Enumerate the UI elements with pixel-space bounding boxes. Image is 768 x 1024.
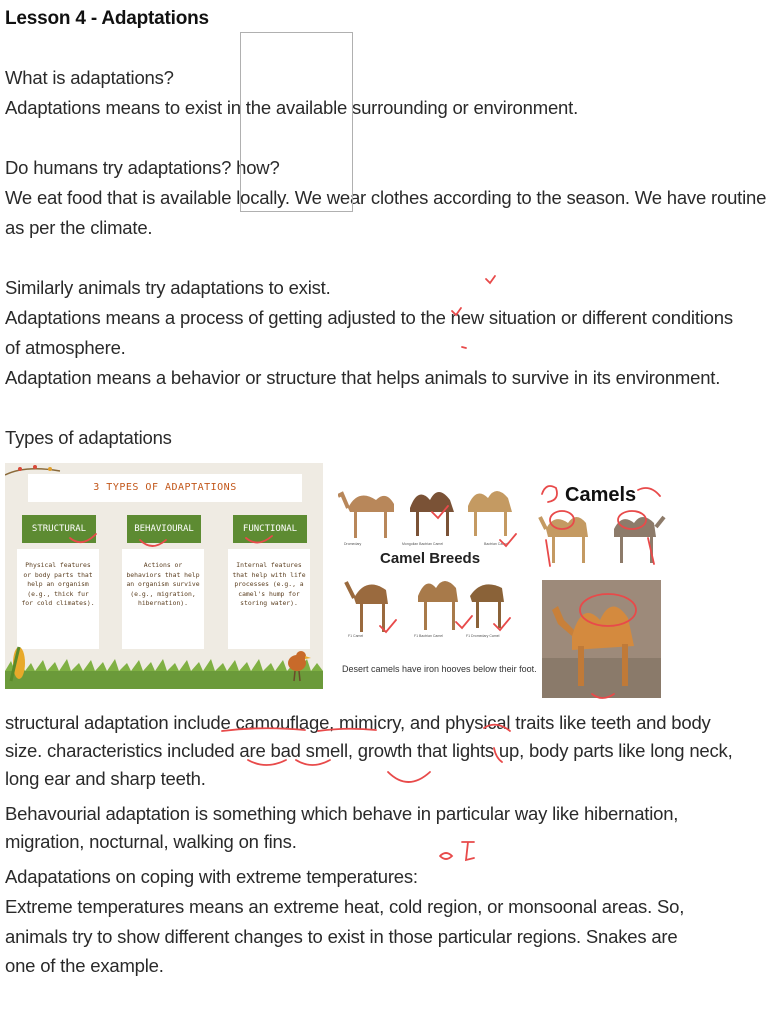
desert-camel-caption: Desert camels have iron hooves below their foot. <box>342 664 537 674</box>
category-behavioural: BEHAVIOURAL <box>127 515 201 543</box>
camel-breeds-panel <box>338 478 528 688</box>
card-functional: Internal features that help with life processes (e.g., a camel's hump for storing water). <box>228 549 310 649</box>
bird-icon <box>283 647 313 683</box>
card-structural: Physical features or body parts that help an organism (e.g., thick fur for cold climates). <box>17 549 99 649</box>
category-structural: STRUCTURAL <box>22 515 96 543</box>
card-behavioural: Actions or behaviors that help an organism survive (e.g., migration, hibernation). <box>122 549 204 649</box>
breed-caption: Dromedary <box>344 542 362 546</box>
camel-breeds-title: Camel Breeds <box>380 550 481 567</box>
infographic-heading: 3 TYPES OF ADAPTATIONS <box>28 474 302 502</box>
grass-illustration <box>5 657 323 689</box>
animals-line1: Similarly animals try adaptations to exist. <box>5 277 331 298</box>
breed-caption: Mongolian Bactrian Camel <box>402 542 444 546</box>
types-infographic <box>5 463 323 689</box>
behavioural-line1: Behavourial adaptation is something which behave in particular way like hibernation, <box>5 803 679 824</box>
structural-line3: long ear and sharp teeth. <box>5 768 206 789</box>
selection-box[interactable] <box>240 32 353 212</box>
camels-illustration <box>538 505 668 575</box>
question-what-is-adaptations: What is adaptations? <box>5 67 174 88</box>
extreme-temp-heading: Adapatations on coping with extreme temperatures: <box>5 866 418 887</box>
breed-caption: F1 Camel <box>348 634 364 638</box>
breed-caption: Bactrian Camel <box>484 542 508 546</box>
types-heading: Types of adaptations <box>5 427 172 448</box>
structural-line2: size. characteristics included are bad smell, growth that lights up, body parts like long neck, <box>5 740 733 761</box>
camel-breeds-illustration <box>338 478 528 688</box>
extreme-temp-line3: one of the example. <box>5 955 164 976</box>
answer-humans-line1: We eat food that is available locally. We wear clothes according to the season. We have routine <box>5 187 767 208</box>
structural-line1: structural adaptation include camouflage, mimicry, and physical traits like teeth and body <box>5 712 711 733</box>
answer-humans-line2: as per the climate. <box>5 217 153 238</box>
camel-photo <box>542 580 661 698</box>
category-functional: FUNCTIONAL <box>233 515 307 543</box>
corn-icon <box>7 641 31 685</box>
camels-label: Camels <box>565 484 637 506</box>
breed-caption: F1 Dromedary Camel <box>466 634 500 638</box>
animals-line2: Adaptations means a process of getting adjusted to the new situation or different conditions <box>5 307 733 328</box>
answer-definition: Adaptations means to exist in the available surrounding or environment. <box>5 97 579 118</box>
bactrian-camel-photo <box>542 580 661 698</box>
animals-line4: Adaptation means a behavior or structure that helps animals to survive in its environment. <box>5 367 721 388</box>
extreme-temp-line2: animals try to show different changes to exist in those particular regions. Snakes are <box>5 926 678 947</box>
question-humans: Do humans try adaptations? how? <box>5 157 280 178</box>
extreme-temp-line1: Extreme temperatures means an extreme heat, cold region, or monsoonal areas. So, <box>5 896 685 917</box>
animals-line3: of atmosphere. <box>5 337 126 358</box>
behavioural-line2: migration, nocturnal, walking on fins. <box>5 831 297 852</box>
lesson-title: Lesson 4 - Adaptations <box>5 8 209 29</box>
breed-caption: F1 Bactrian Camel <box>414 634 443 638</box>
